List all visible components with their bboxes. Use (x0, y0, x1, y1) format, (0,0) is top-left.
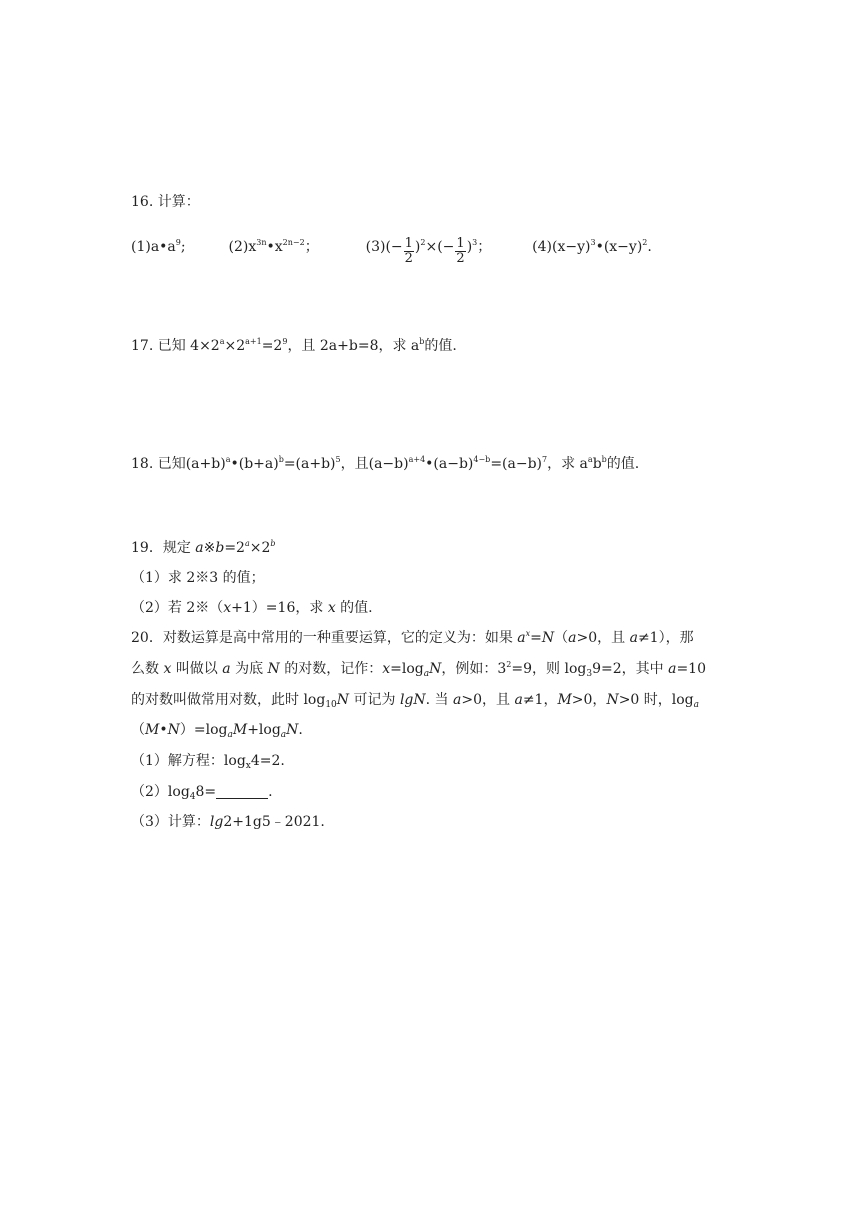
question-18: 18. 已知$(a+b)^a•(b+a)^b=(a+b)^5$，且$(a-b)^{a+4}•(a-b)^{4-b}=(a-b)^7$，求 $a^ab^b$的值. (131, 455, 640, 472)
fraction: $\frac{1}{2}$ (404, 236, 413, 266)
q16-part-3: (3)(− $\frac{1}{2}$ )$^2$×(− $\frac{1}{2}$ )$^3$； (365, 236, 492, 266)
question-19: 19．规定 $a※b=2^a\times 2^b$ (131, 539, 276, 556)
question-20-part-2: $(2)\log_48=$ . (131, 784, 273, 802)
question-19-part-2: （2）若 2※（x+1）=16，求 x 的值. (131, 600, 373, 616)
question-19-part-1: （1）求 2※3 的值； (131, 570, 265, 586)
q16-part-1: $(1)a•a^9$; (131, 237, 186, 255)
question-16-parts (131, 232, 652, 266)
answer-blank[interactable] (216, 784, 268, 799)
question-20-line-3: 的对数叫做常用对数，此时 $\log_{10}N$ 可记为 lgN. 当 a>0，且 a≠1，M>0，N>0 时，$\log_a$ (131, 692, 700, 710)
question-20-part-3: （3）计算：lg2+1g5﹣2021. (131, 814, 325, 830)
question-20-line-4: $(M•N)=\log_aM+\log_aN$. (131, 722, 303, 740)
fraction: $\frac{1}{2}$ (456, 236, 465, 266)
question-20-line-1: 20．对数运算是高中常用的一种重要运算，它的定义为：如果 $a^x=N(a>0$，且 a≠1），那 (131, 629, 694, 646)
question-20-part-1: （1）解方程：$\log_x4=2$. (131, 753, 285, 771)
q16-part-2: $(2)x^{3n}•x^{2n-2}$； (228, 237, 319, 255)
q16-part-4: $(4)(x-y)^3•(x-y)^2$. (532, 237, 652, 255)
question-16-title: 16. 计算： (131, 194, 200, 210)
question-17: 17. 已知 $4\times 2^a\times 2^{a+1}=2^9$，且 2a+b=8，求 $a^b$的值. (131, 337, 457, 354)
question-20-line-2: 么数 x 叫做以 a 为底 N 的对数，记作：$x=\log_aN$，例如：$3^2=9$，则 $\log_39=2$，其中 a=10 (131, 660, 706, 679)
